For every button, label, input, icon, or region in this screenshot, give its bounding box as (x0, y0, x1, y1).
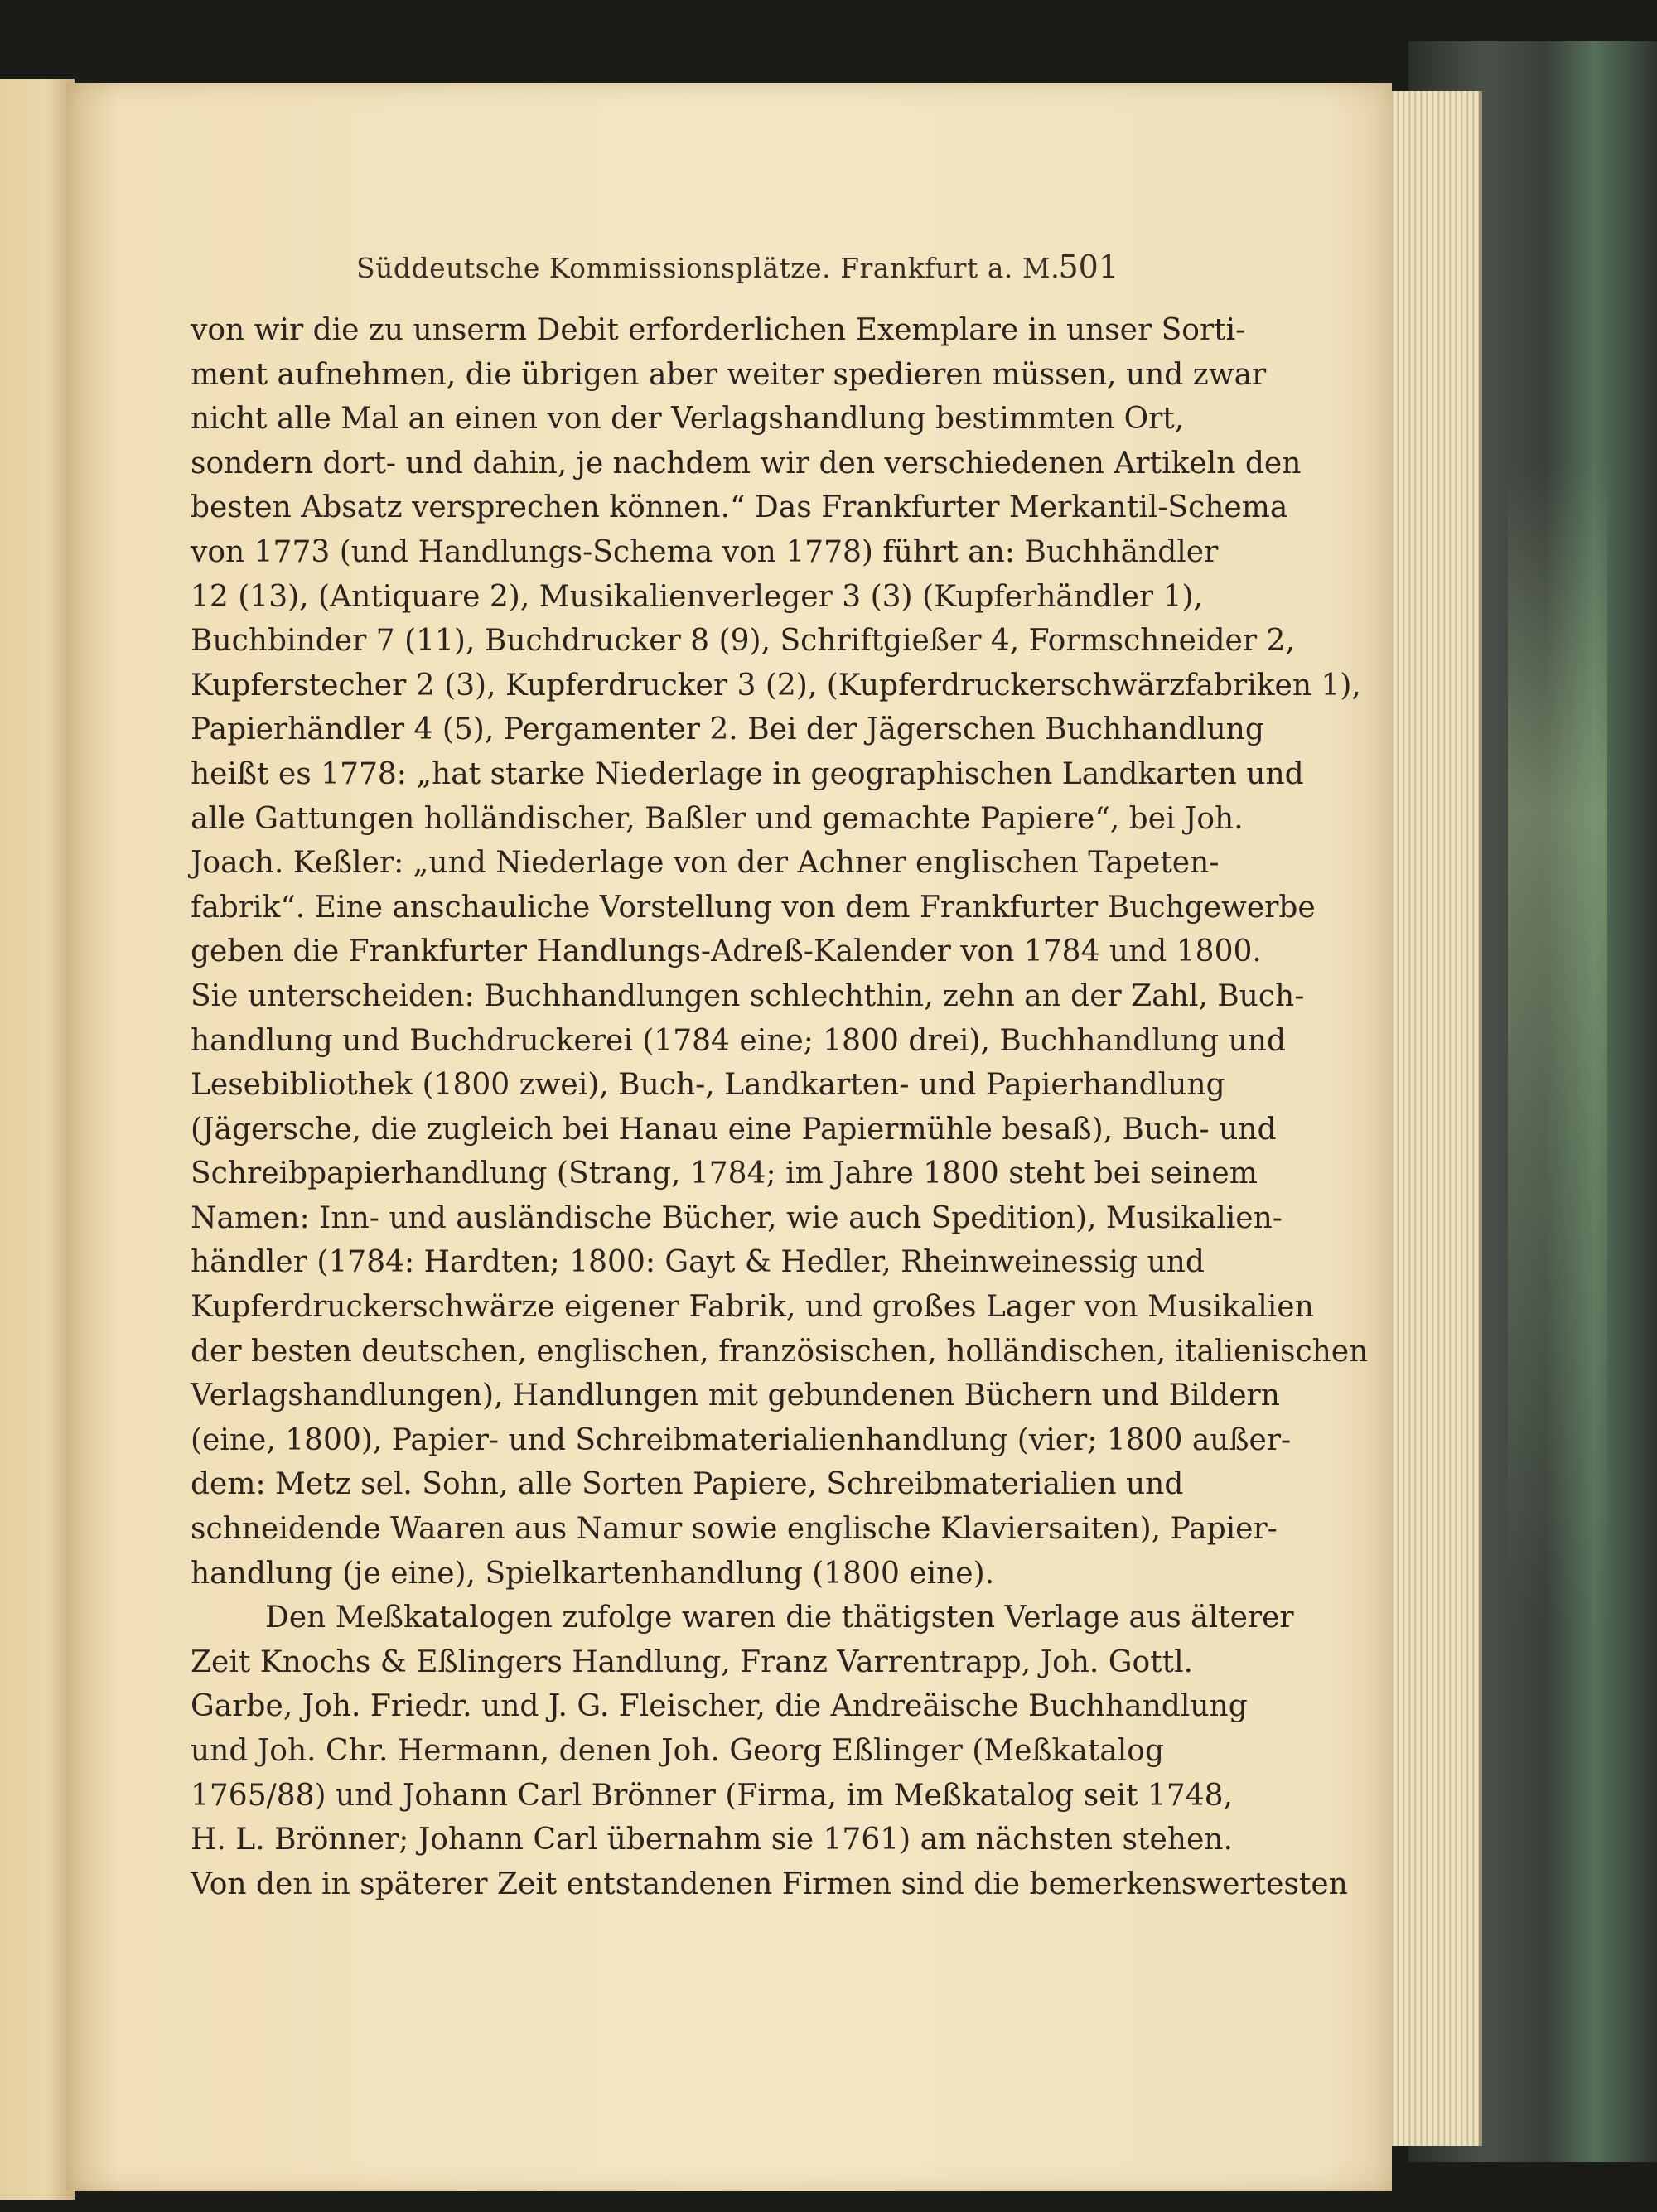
text-line: nicht alle Mal an einen von der Verlagshandlung bestimmten Ort, (191, 402, 1185, 437)
text-line: Kupferdruckerschwärze eigener Fabrik, und großes Lager von Musikalien (191, 1290, 1314, 1325)
text-line: händler (1784: Hardten; 1800: Gayt & Hedler, Rheinweinessig und (191, 1245, 1205, 1280)
text-line: 12 (13), (Antiquare 2), Musikalienverleger 3 (3) (Kupferhändler 1), (191, 579, 1203, 614)
cover-wear (1508, 464, 1607, 1624)
paragraph (191, 1596, 1348, 1906)
text-line: ment aufnehmen, die übrigen aber weiter spedieren müssen, und zwar (191, 357, 1267, 392)
page-block-edges (1388, 91, 1482, 2146)
running-title: Süddeutsche Kommissionsplätze. Frankfurt a. M. (356, 252, 1060, 284)
text-line: der besten deutschen, englischen, französischen, holländischen, italienischen (191, 1334, 1369, 1369)
text-line: Joach. Keßler: „und Niederlage von der Achner englischen Tapeten- (191, 846, 1220, 881)
paragraph (191, 308, 1369, 1596)
text-line: handlung und Buchdruckerei (1784 eine; 1800 drei), Buchhandlung und (191, 1023, 1286, 1058)
text-line: von 1773 (und Handlungs-Schema von 1778) führt an: Buchhändler (191, 534, 1219, 569)
text-line: fabrik“. Eine anschauliche Vorstellung von dem Frankfurter Buchgewerbe (191, 890, 1316, 925)
text-line: schneidende Waaren aus Namur sowie englische Klaviersaiten), Papier- (191, 1512, 1278, 1547)
text-line: Buchbinder 7 (11), Buchdrucker 8 (9), Schriftgießer 4, Formschneider 2, (191, 624, 1295, 659)
text-line: Garbe, Joh. Friedr. und J. G. Fleischer, die Andreäische Buchhandlung (191, 1689, 1248, 1724)
text-line: Von den in späterer Zeit entstandenen Firmen sind die bemerkenswertesten (191, 1867, 1348, 1901)
text-line: Sie unterscheiden: Buchhandlungen schlechthin, zehn an der Zahl, Buch- (191, 978, 1305, 1013)
text-line: H. L. Brönner; Johann Carl übernahm sie 1761) am nächsten stehen. (191, 1823, 1233, 1857)
text-line: Zeit Knochs & Eßlingers Handlung, Franz Varrentrapp, Joh. Gottl. (191, 1645, 1194, 1679)
text-line: besten Absatz versprechen können.“ Das Frankfurter Merkantil-Schema (191, 490, 1288, 525)
page-number: 501 (1058, 249, 1118, 285)
text-line: handlung (je eine), Spielkartenhandlung (1800 eine). (191, 1556, 995, 1591)
text-line: Schreibpapierhandlung (Strang, 1784; im Jahre 1800 steht bei seinem (191, 1157, 1258, 1191)
text-line: Lesebibliothek (1800 zwei), Buch-, Landkarten- und Papierhandlung (191, 1068, 1225, 1103)
text-line: sondern dort- und dahin, je nachdem wir den verschiedenen Artikeln den (191, 446, 1302, 481)
page-body (191, 308, 1369, 1906)
text-line: (Jägersche, die zugleich bei Hanau eine Papiermühle besaß), Buch- und (191, 1112, 1277, 1147)
text-line: und Joh. Chr. Hermann, denen Joh. Georg Eßlinger (Meßkatalog (191, 1734, 1164, 1768)
page-header (191, 249, 1118, 298)
text-line: Papierhändler 4 (5), Pergamenter 2. Bei der Jägerschen Buchhandlung (191, 712, 1264, 747)
text-line: (eine, 1800), Papier- und Schreibmaterialienhandlung (vier; 1800 außer- (191, 1422, 1292, 1457)
text-line: von wir die zu unserm Debit erforderlichen Exemplare in unser Sorti- (191, 313, 1246, 347)
text-line: Den Meßkatalogen zufolge waren die thätigsten Verlage aus älterer (265, 1601, 1294, 1635)
text-line: Namen: Inn- und ausländische Bücher, wie auch Spedition), Musikalien- (191, 1200, 1283, 1235)
text-line: dem: Metz sel. Sohn, alle Sorten Papiere, Schreibmaterialien und (191, 1467, 1184, 1502)
text-line: geben die Frankfurter Handlungs-Adreß-Kalender von 1784 und 1800. (191, 935, 1262, 969)
text-line: heißt es 1778: „hat starke Niederlage in geographischen Landkarten und (191, 756, 1304, 791)
text-line: Verlagshandlungen), Handlungen mit gebundenen Büchern und Bildern (191, 1379, 1280, 1413)
text-line: alle Gattungen holländischer, Baßler und gemachte Papiere“, bei Joh. (191, 801, 1244, 836)
facing-page-edge (0, 79, 75, 2200)
text-line: 1765/88) und Johann Carl Brönner (Firma, im Meßkatalog seit 1748, (191, 1778, 1233, 1813)
text-line: Kupferstecher 2 (3), Kupferdrucker 3 (2), (Kupferdruckerschwärzfabriken 1), (191, 668, 1361, 703)
